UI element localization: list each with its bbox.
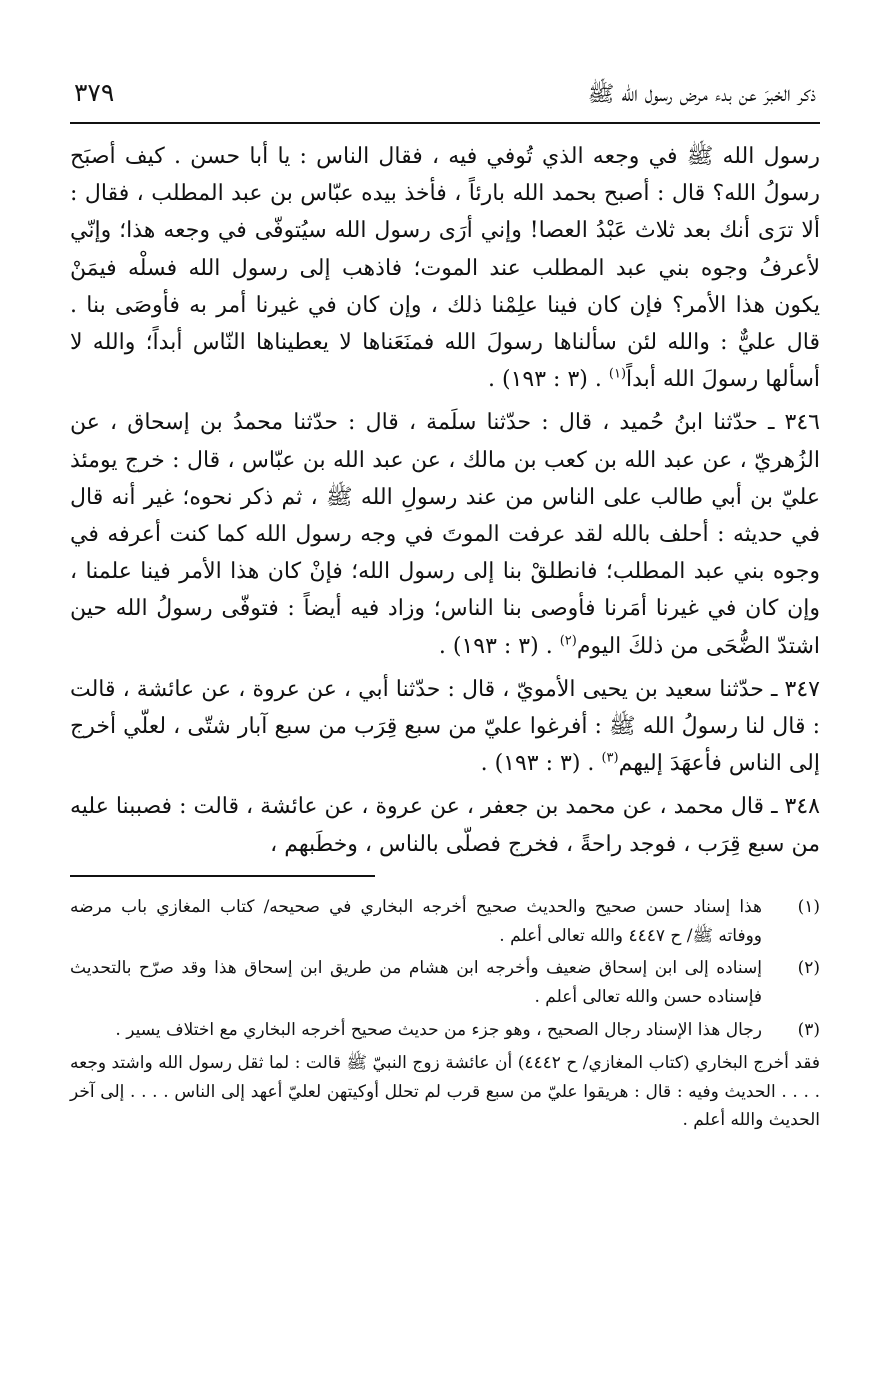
book-page [70, 78, 820, 1367]
hadith-number: ٣٤٧ ـ [770, 676, 820, 702]
footnote-text: هذا إسناد حسن صحيح والحديث صحيح أخرجه البخاري في صحيحه/ كتاب المغازي باب مرضه ووفاته ﷺ/ ح ٤٤٤٧ والله تعالى أعلم . [70, 896, 762, 946]
paragraph-text: قال محمد ، عن محمد بن جعفر ، عن عروة ، عن عائشة ، قالت : فصببنا عليه من سبع قِرَب ، فوجد راحةً ، فخرج فصلّى بالناس ، وخطَبهم ، [70, 794, 820, 857]
hadith-paragraph [70, 404, 820, 664]
footnote-reference: (١) [608, 366, 627, 382]
hadith-number: ٣٤٦ ـ [767, 410, 820, 436]
footnote-text: رجال هذا الإسناد رجال الصحيح ، وهو جزء من حديث صحيح أخرجه البخاري مع اختلاف يسير . [115, 1020, 762, 1041]
footnote [70, 1016, 820, 1045]
main-text [70, 138, 820, 863]
footnote-separator [70, 875, 375, 877]
footnote-reference: (٣) [601, 750, 619, 766]
footnote-reference: (٢) [559, 633, 577, 649]
paragraph-citation: . (٣ : ١٩٣) . [438, 633, 553, 659]
paragraph-text: حدّثنا سعيد بن يحيى الأمويّ ، قال : حدّثنا أبي ، عن عروة ، عن عائشة ، قالت : قال لنا رسولُ الله ﷺ : أفرغوا عليّ من سبع قِرَب من سبع آبار شتّى ، لعلّي أخرج إلى الناس فأعهَدَ إليهم [70, 676, 820, 777]
paragraph-citation: . (٣ : ١٩٣) . [480, 751, 595, 777]
running-header [70, 78, 820, 124]
running-title: ذكر الخبرَ عن بدء مرض رسول الله ﷺ [587, 82, 816, 107]
footnote [70, 954, 820, 1012]
page-number: ٣٧٩ [74, 78, 115, 107]
footnote-number: (١) [797, 896, 820, 917]
footnote-number: (٣) [797, 1020, 820, 1041]
footnote-text: إسناده إلى ابن إسحاق ضعيف وأخرجه ابن هشام من طريق ابن إسحاق هذا وقد صرّح بالتحديث فإسناده حسن والله تعالى أعلم . [70, 958, 762, 1008]
hadith-paragraph [70, 671, 820, 783]
hadith-number: ٣٤٨ ـ [771, 794, 820, 820]
footnotes [70, 893, 820, 1135]
footnote-continuation: فقد أخرج البخاري (كتاب المغازي/ ح ٤٤٤٢) أن عائشة زوج النبيّ ﷺ قالت : لما ثقل رسول الله واشتد وجعه . . . . الحديث وفيه : قال : هريقوا عليّ من سبع قرب لم تحلل أوكيتهن لعليّ أعهد إلى الناس . . . . إلى آخر الحديث والله أعلم . [70, 1052, 820, 1131]
footnote [70, 893, 820, 951]
paragraph [70, 138, 820, 398]
hadith-paragraph [70, 788, 820, 862]
paragraph-text: حدّثنا ابنُ حُميد ، قال : حدّثنا سلَمة ، قال : حدّثنا محمدُ بن إسحاق ، عن الزُهريّ ، عن عبد الله بن كعب بن مالك ، عن عبد الله بن عبّاس ، قال : خرج يومئذ عليّ بن أبي طالب على الناس من عند رسولِ الله ﷺ ، ثم ذكر نحوه؛ غير أنه قال في حديثه : أحلف بالله لقد عرفت الموتَ في وجه رسول الله كما كنت أعرفه في وجوه بني عبد المطلب؛ فانطلقْ بنا إلى رسول الله؛ فإنْ كان هذا الأمر فينا علمنا ، وإن كان في غيرنا أمَرنا فأوصى بنا الناس؛ وزاد فيه أيضاً : فتوفّى رسولُ الله حين اشتدّ الضُّحَى من ذلكَ اليوم [70, 410, 821, 659]
paragraph-text: رسول الله ﷺ في وجعه الذي تُوفي فيه ، فقال الناس : يا أبا حسن . كيف أصبَح رسولُ الله؟ قال : أصبح بحمد الله بارئاً ، فأخذ بيده عبّاس بن عبد المطلب ، فقال : ألا ترَى أنك بعد ثلاث عَبْدُ العصا! وإني أرَى رسول الله سيُتوفّى في وجعه هذا؛ وإنّي لأعرفُ وجوه بني عبد المطلب عند الموت؛ فاذهب إلى رسول الله فسلْه فيمَنْ يكون هذا الأمر؟ فإن كان فينا علِمْنا ذلك ، وإن كان في غيرنا أمر به فأوصَى بنا . قال عليٌّ : والله لئن سألناها رسولَ الله فمنَعَناها لا يعطيناها النّاس أبداً؛ والله لا أسألها رسولَ الله أبداً [70, 144, 820, 393]
footnote-number: (٢) [797, 958, 820, 979]
paragraph-citation: . (٣ : ١٩٣) . [488, 367, 602, 393]
